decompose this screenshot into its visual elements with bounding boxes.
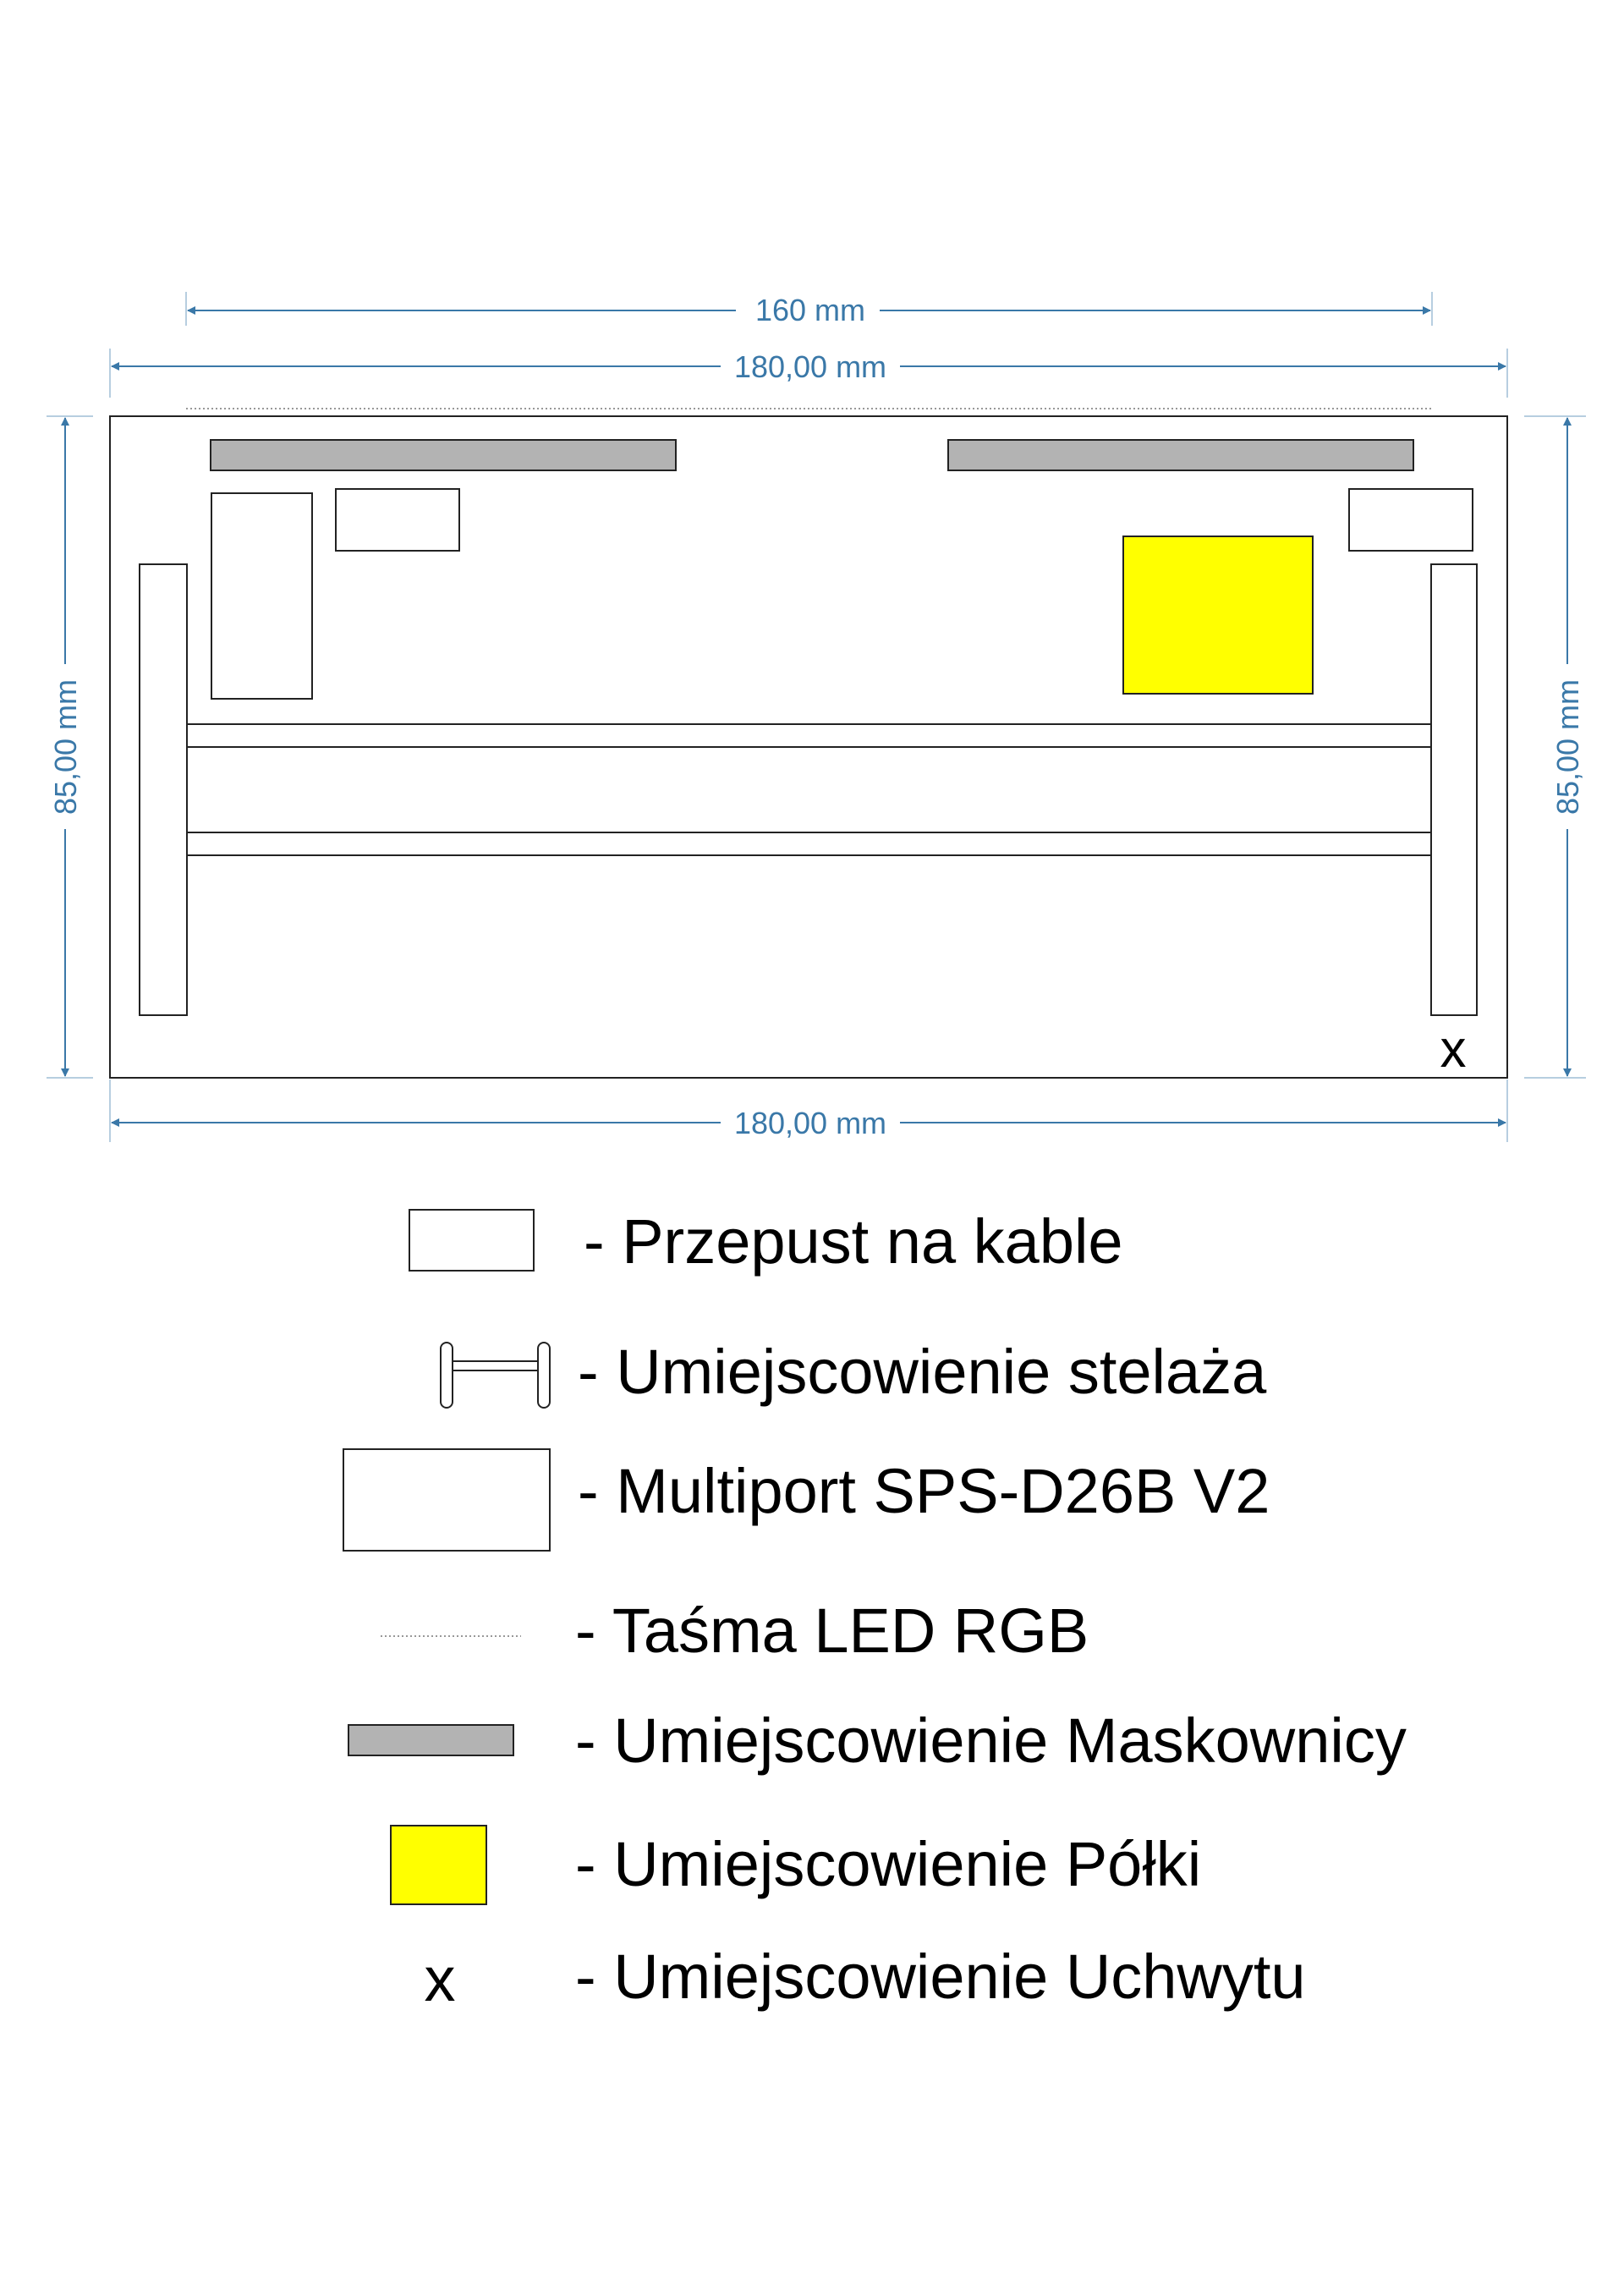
dimension-top-width-label: 180,00 mm	[733, 349, 887, 384]
dimension-led-width	[186, 292, 1432, 327]
legend-cable-grommet-symbol	[409, 1210, 534, 1271]
panel-right	[948, 440, 1413, 470]
legend	[343, 1206, 1407, 2014]
legend-multiport-label: - Multiport SPS-D26B V2	[578, 1456, 1270, 1526]
dimension-right-height	[1524, 416, 1586, 1078]
dimension-left-height	[47, 416, 93, 1078]
frame-leg-left	[140, 564, 187, 1015]
dimension-led-width-label: 160 mm	[754, 293, 866, 327]
panel-left	[211, 440, 676, 470]
legend-panel-label: - Umiejscowienie Maskownicy	[575, 1706, 1407, 1776]
legend-cable-grommet-label: - Przepust na kable	[584, 1206, 1123, 1277]
legend-shelf-label: - Umiejscowienie Półki	[575, 1829, 1202, 1899]
dimension-bottom-width	[110, 1079, 1507, 1142]
legend-handle-symbol: x	[424, 1944, 456, 2014]
shelf	[1123, 536, 1313, 694]
dimension-right-height-label: 85,00 mm	[1550, 678, 1585, 816]
dimension-left-height-label: 85,00 mm	[48, 678, 83, 816]
cable-grommet-left	[336, 489, 459, 551]
legend-led-strip-label: - Taśma LED RGB	[575, 1596, 1089, 1666]
legend-handle-label: - Umiejscowienie Uchwytu	[575, 1942, 1306, 2012]
dimension-bottom-width-label: 180,00 mm	[733, 1106, 887, 1140]
handle-mark: x	[1440, 1020, 1467, 1079]
dimension-top-width	[110, 349, 1507, 398]
frame-crossbar-bottom	[187, 832, 1431, 855]
legend-shelf-symbol	[391, 1826, 486, 1904]
legend-frame-symbol	[441, 1343, 550, 1408]
frame-leg-right	[1431, 564, 1477, 1015]
cable-grommet-right	[1349, 489, 1473, 551]
legend-panel-symbol	[348, 1725, 513, 1755]
multiport	[211, 493, 312, 699]
legend-multiport-symbol	[343, 1449, 550, 1551]
legend-frame-label: - Umiejscowienie stelaża	[578, 1337, 1267, 1407]
frame-crossbar-top	[187, 724, 1431, 747]
